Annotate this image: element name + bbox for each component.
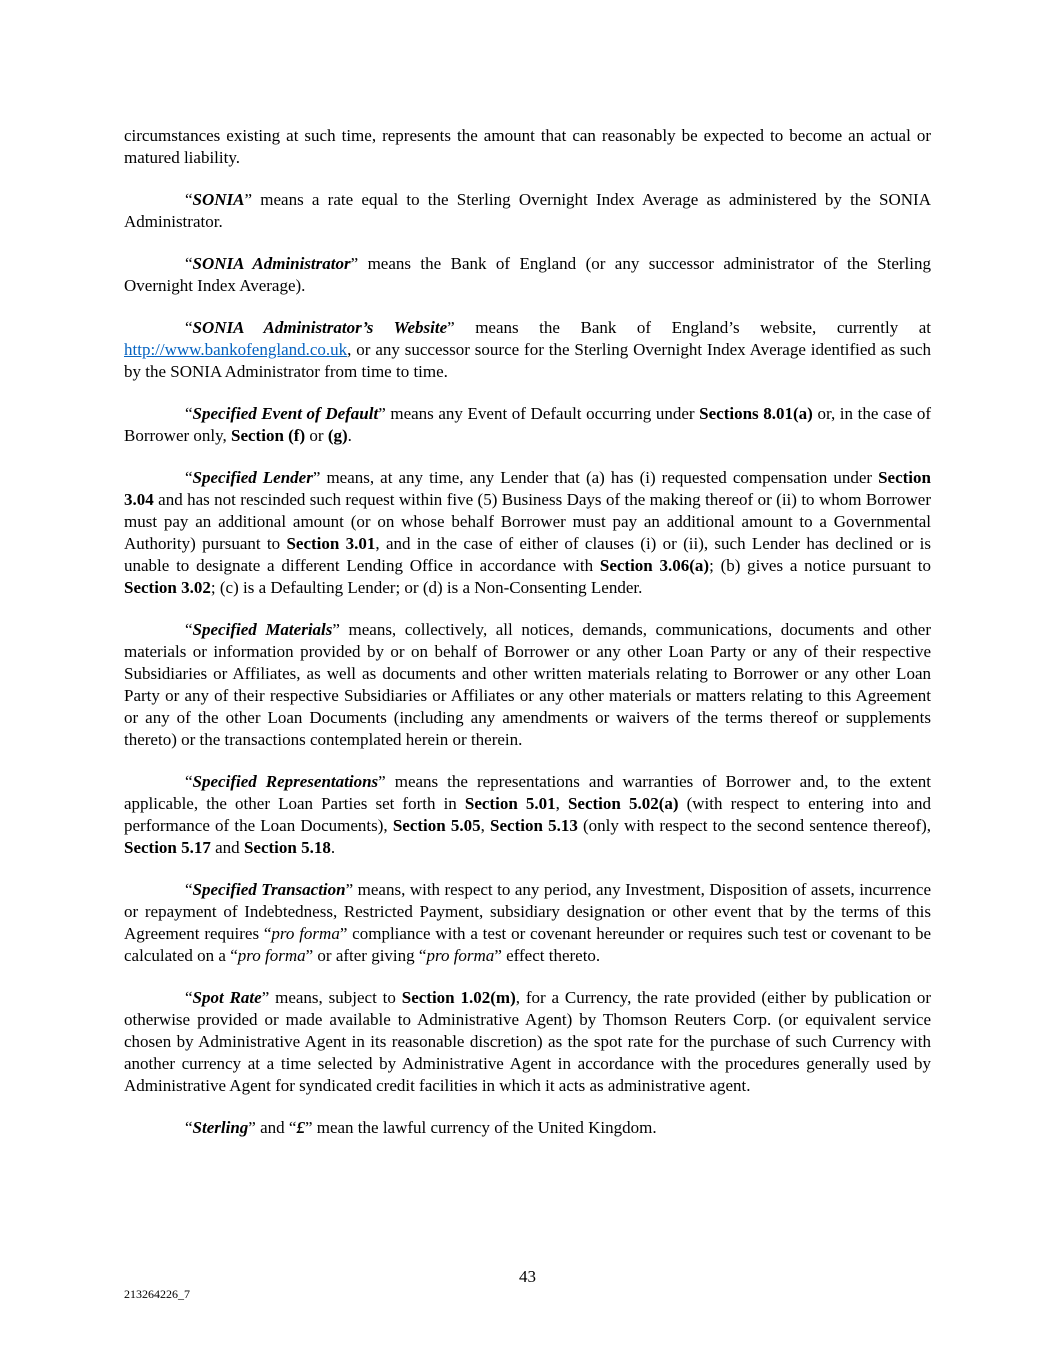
bank-of-england-link[interactable]: http://www.bankofengland.co.uk: [124, 340, 348, 359]
section-reference: Section 3.06(a): [599, 556, 710, 575]
page-number: 43: [519, 1267, 536, 1286]
section-reference: Section 5.01: [464, 794, 556, 813]
section-reference: Section 5.02(a): [567, 794, 679, 813]
section-reference: Section 5.05: [392, 816, 481, 835]
section-reference: Section 5.17: [124, 838, 211, 857]
paragraph-continuation: circumstances existing at such time, represents the amount that can reasonably be expected to become an actual or matured liability.: [124, 126, 931, 167]
defined-term: Specified Materials: [192, 620, 333, 639]
definition-sonia-administrator: “SONIA Administrator” means the Bank of England (or any successor administrator of the Sterling Overnight Index Average).: [124, 254, 931, 295]
defined-term: SONIA Administrator: [192, 254, 351, 273]
defined-term: £: [296, 1118, 305, 1137]
italic-phrase: pro forma: [426, 946, 495, 965]
defined-term: SONIA Administrator’s Website: [192, 318, 448, 337]
document-id: 213264226_7: [124, 1287, 190, 1301]
definition-sonia-administrators-website: “SONIA Administrator’s Website” means the Bank of England’s website, currently at http://www.bankofengland.co.uk, or any successor source for the Sterling Overnight Index Average identified as such by the SONIA Administrator from time to time.: [124, 318, 932, 381]
definition-sonia: “SONIA” means a rate equal to the Sterling Overnight Index Average as administered by the SONIA Administrator.: [124, 190, 931, 231]
document-body: [124, 125, 931, 1139]
definition-specified-materials: “Specified Materials” means, collectively, all notices, demands, communications, documents and other materials or information provided by or on behalf of Borrower or any other Loan Party or any of their respective Subsidiaries or Affiliates, as well as documents and other written materials relating to Borrower or any other Loan Party or any of their respective Subsidiaries or Affiliates or any other materials or matters relating to this Agreement or any of the other Loan Documents (including any amendments or waivers of the terms thereof or supplements thereto) or the transactions contemplated herein or therein.: [124, 620, 931, 749]
definition-specified-lender: “Specified Lender” means, at any time, any Lender that (a) has (i) requested compensation under Section 3.04 and has not rescinded such request within five (5) Business Days of the making thereof or (ii) to whom Borrower must pay an additional amount (or on whose behalf Borrower must pay an additional amount to a Governmental Authority) pursuant to Section 3.01, and in the case of either of clauses (i) or (ii), such Lender has declined or is unable to designate a different Lending Office in accordance with Section 3.06(a); (b) gives a notice pursuant to Section 3.02; (c) is a Defaulting Lender; or (d) is a Non-Consenting Lender.: [124, 468, 932, 597]
definition-sterling: “Sterling” and “£” mean the lawful currency of the United Kingdom.: [185, 1118, 657, 1137]
defined-term: Sterling: [192, 1118, 249, 1137]
defined-term: Spot Rate: [192, 988, 262, 1007]
section-reference: Section 5.13: [490, 816, 578, 835]
definition-spot-rate: “Spot Rate” means, subject to Section 1.02(m), for a Currency, the rate provided (either by publication or otherwise provided or made available to Administrative Agent) by Thomson Reuters Corp. (or equivalent service chosen by Administrative Agent in its reasonable discretion) as the spot rate for the purchase of such Currency with another currency at a time selected by Administrative Agent in accordance with the procedures generally used by Administrative Agent for syndicated credit facilities in which it acts as administrative agent.: [124, 988, 932, 1095]
definition-specified-representations: “Specified Representations” means the representations and warranties of Borrower and, to the extent applicable, the other Loan Parties set forth in Section 5.01, Section 5.02(a) (with respect to entering into and performance of the Loan Documents), Section 5.05, Section 5.13 (only with respect to the second sentence thereof), Section 5.17 and Section 5.18.: [124, 772, 932, 857]
section-reference: Section 5.18: [243, 838, 331, 857]
defined-term: Specified Lender: [192, 468, 313, 487]
definition-specified-transaction: “Specified Transaction” means, with respect to any period, any Investment, Disposition of assets, incurrence or repayment of Indebtedness, Restricted Payment, subsidiary designation or other event that by the terms of this Agreement requires “pro forma” compliance with a test or covenant hereunder or requires such test or covenant to be calculated on a “pro forma” or after giving “pro forma” effect thereto.: [124, 880, 931, 965]
defined-term: Specified Representations: [192, 772, 379, 791]
section-reference: Section 1.02(m): [401, 988, 516, 1007]
section-reference: (g): [327, 426, 348, 445]
section-reference: Section (f): [231, 426, 306, 445]
section-reference: Section 3.01: [286, 534, 376, 553]
italic-phrase: pro forma: [237, 946, 306, 965]
defined-term: Specified Event of Default: [192, 404, 379, 423]
section-reference: Section 3.04: [124, 468, 931, 509]
defined-term: SONIA: [192, 190, 245, 209]
defined-term: Specified Transaction: [192, 880, 346, 899]
definition-specified-event-of-default: “Specified Event of Default” means any Event of Default occurring under Sections 8.01(a) or, in the case of Borrower only, Section (f) or (g).: [124, 404, 932, 445]
section-reference: Sections 8.01(a): [699, 404, 813, 423]
section-reference: Section 3.02: [124, 578, 211, 597]
italic-phrase: pro forma: [271, 924, 340, 943]
